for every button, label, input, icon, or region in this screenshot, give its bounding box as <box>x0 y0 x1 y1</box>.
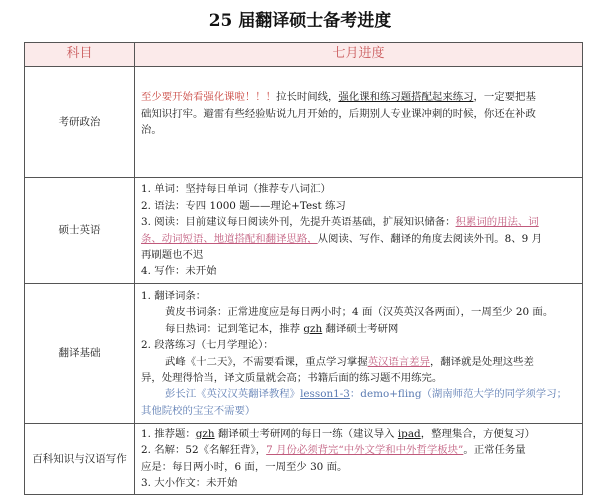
table-row <box>25 178 583 284</box>
politics-highlight: 至少要开始看强化课啦！！！ <box>141 91 277 104</box>
translation-text: 每日热词：记到笔记本，推荐 <box>165 322 304 335</box>
table-header-row <box>25 43 583 67</box>
translation-line-8: 其他院校的宝宝不需要） <box>141 404 256 417</box>
progress-politics <box>135 67 583 178</box>
translation-line-3 <box>141 321 577 337</box>
translation-note: 彭长江《英汉汉英翻译教程》 <box>165 388 301 401</box>
encyclopedia-line-3: 应是：每日两小时，6 面，一周至少 30 面。 <box>141 460 348 473</box>
english-text: 从阅读、写作、翻译的角度去阅读外刊。8、9 月 <box>317 232 542 245</box>
progress-translation <box>135 284 583 424</box>
translation-line-6: 异，处理得恰当，译文质量就会高；书籍后面的练习题不用练完。 <box>141 371 443 384</box>
encyclopedia-text: 2. 名解：52《名解狂背》， <box>141 444 267 457</box>
politics-text: ，一定要把基 <box>473 91 536 104</box>
translation-line-2: 黄皮书词条：正常进度应是每日两小时；4 面（汉英英汉各两面），一周至少 20 面。 <box>165 306 554 319</box>
progress-english <box>135 178 583 284</box>
encyclopedia-underline: gzh <box>195 428 215 440</box>
english-line-1: 1. 单词：坚持每日单词（推荐专八词汇） <box>141 183 331 196</box>
translation-line-7 <box>141 386 577 402</box>
encyclopedia-text: 翻译硕士考研网的每日一练（建议导入 <box>214 428 398 440</box>
encyclopedia-text: ，整理集合，方便复习） <box>420 428 535 440</box>
translation-underline: gzh <box>303 322 323 335</box>
progress-table <box>24 42 583 495</box>
translation-note-link: lesson1-3 <box>300 388 350 401</box>
encyclopedia-line-2 <box>141 442 577 458</box>
table-row <box>25 67 583 178</box>
translation-line-4: 2. 段落练习（七月学理论）： <box>141 339 274 352</box>
encyclopedia-text: 。正常任务量 <box>463 444 526 457</box>
encyclopedia-line-4: 3. 大小作文：未开始 <box>141 477 238 490</box>
translation-text: 武峰《十二天》，不需要看课，重点学习掌握 <box>165 355 368 368</box>
english-line-4 <box>141 231 577 247</box>
subject-english: 硕士英语 <box>25 178 135 284</box>
politics-line-3: 治。 <box>141 124 162 137</box>
english-highlight: 积累词的用法、词 <box>455 216 539 229</box>
translation-note: ：demo+fling（湖南师范大学的同学须学习； <box>349 388 567 401</box>
table-row <box>25 424 583 495</box>
english-line-6: 4. 写作：未开始 <box>141 265 217 278</box>
english-line-2: 2. 语法：专四 1000 题——理论+Test 练习 <box>141 199 346 212</box>
progress-encyclopedia <box>135 424 583 495</box>
encyclopedia-highlight: 7 月份必须背完“中外文学和中外哲学板块” <box>266 444 464 457</box>
subject-politics: 考研政治 <box>25 67 135 178</box>
english-highlight: 条、动词短语、地道搭配和翻译思路， <box>141 232 318 245</box>
document-title: 25 届翻译硕士备考进度 <box>208 11 392 31</box>
english-text: 3. 阅读：目前建议每日阅读外刊，先提升英语基础，扩展知识储备： <box>141 216 456 229</box>
table-row <box>25 284 583 424</box>
encyclopedia-text: 推荐题： <box>154 428 196 440</box>
translation-highlight: 英汉语言差异 <box>367 355 430 368</box>
politics-line-1 <box>141 89 577 105</box>
translation-line-5 <box>141 354 577 370</box>
politics-key-phrase: 强化课和练习题搭配起来练习 <box>338 91 474 104</box>
politics-line-2: 础知识打牢。避雷有些经验贴说九月开始的，后期别人专业课冲刺的时候，你还在补政 <box>141 107 536 120</box>
encyclopedia-underline: ipad <box>397 428 421 440</box>
translation-text: ，翻译就是处理这些差 <box>429 355 534 368</box>
english-line-5: 再刷题也不迟 <box>141 248 204 261</box>
encyclopedia-line-1: 1. 推荐题：gzh 翻译硕士考研网的每日一练（建议导入 ipad，整理集合，方便复习） <box>141 428 535 440</box>
english-line-3 <box>141 214 577 230</box>
header-progress: 七月进度 <box>135 43 583 67</box>
translation-line-1: 1. 翻译词条： <box>141 289 207 302</box>
header-subject: 科目 <box>25 43 135 67</box>
subject-encyclopedia: 百科知识与汉语写作 <box>25 424 135 495</box>
subject-translation: 翻译基础 <box>25 284 135 424</box>
translation-text: 翻译硕士考研网 <box>322 322 399 335</box>
politics-text: 拉长时间线， <box>276 91 339 104</box>
